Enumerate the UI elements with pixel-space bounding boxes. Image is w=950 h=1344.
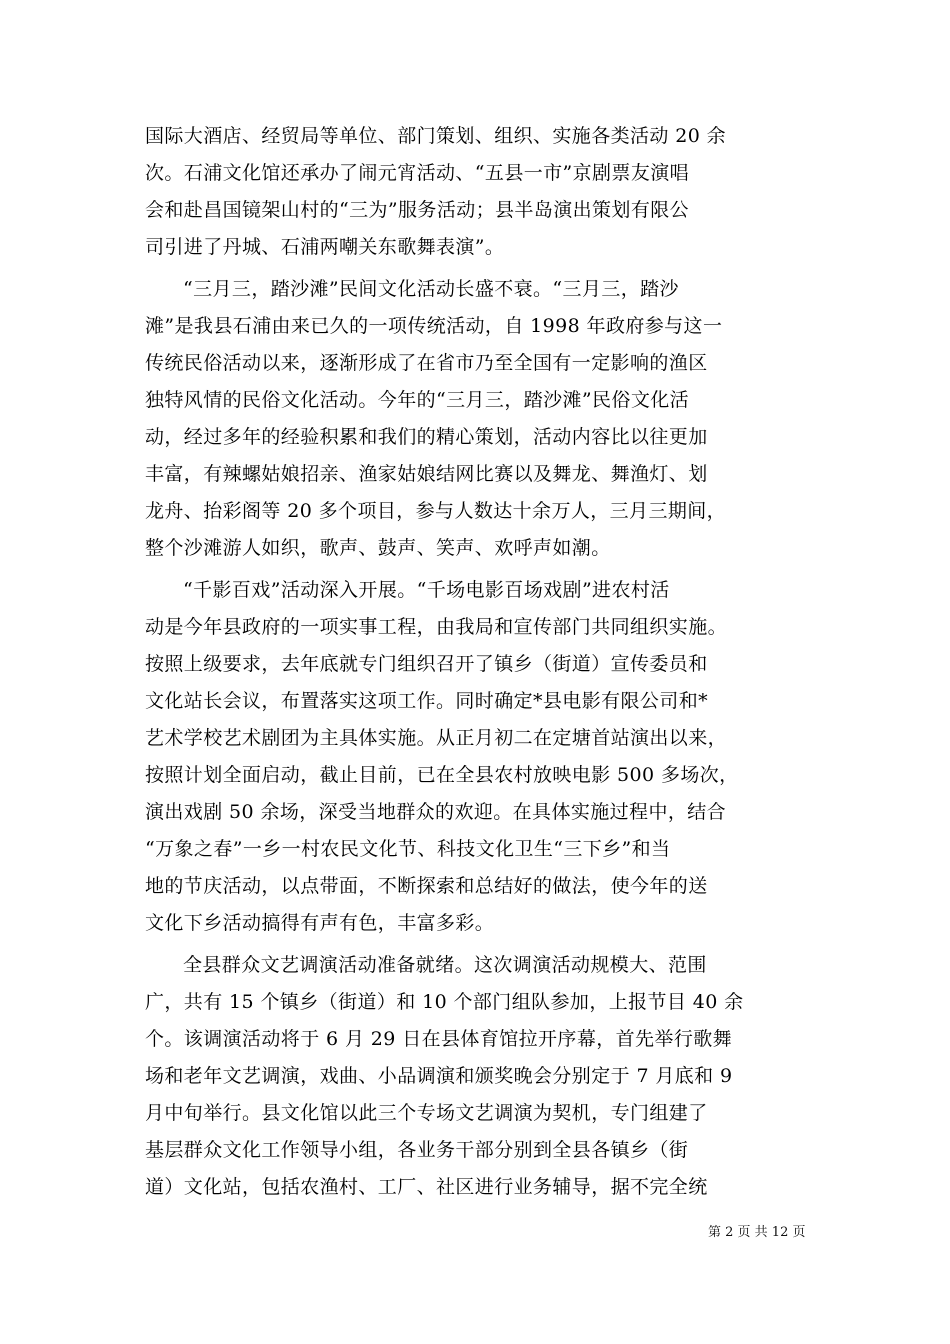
text-line: 龙舟、抬彩阁等 20 多个项目，参与人数达十余万人，三月三期间， [145,500,727,522]
paragraph-start-line: “千影百戏”活动深入开展。“千场电影百场戏剧”进农村活 [183,579,670,601]
document-body [145,118,835,1206]
text-line: “万象之春”一乡一村农民文化节、科技文化卫生“三下乡”和当 [145,838,671,860]
text-line: 月中旬举行。县文化馆以此三个专场文艺调演为契机，专门组建了 [145,1102,708,1124]
text-line: 动，经过多年的经验积累和我们的精心策划，活动内容比以往更加 [145,426,708,448]
text-line: 地的节庆活动，以点带面，不断探索和总结好的做法，使今年的送 [145,875,708,897]
page-number: 第 2 页 共 12 页 [708,1225,806,1240]
text-line: 艺术学校艺术剧团为主具体实施。从正月初二在定塘首站演出以来， [145,727,728,749]
text-line: 国际大酒店、经贸局等单位、部门策划、组织、实施各类活动 20 余 [145,125,727,147]
text-line: 个。该调演活动将于 6 月 29 日在县体育馆拉开序幕，首先举行歌舞 [145,1028,733,1050]
text-line: 按照计划全面启动，截止目前，已在全县农村放映电影 500 多场次， [145,764,739,786]
paragraph-start-line: 全县群众文艺调演活动准备就绪。这次调演活动规模大、范围 [183,954,707,976]
paragraph-start-line: “三月三，踏沙滩”民间文化活动长盛不衰。“三月三，踏沙 [183,278,679,300]
text-line: 文化下乡活动搞得有声有色，丰富多彩。 [145,912,495,934]
text-line: 传统民俗活动以来，逐渐形成了在省市乃至全国有一定影响的渔区 [145,352,708,374]
text-line: 文化站长会议，布置落实这项工作。同时确定*县电影有限公司和* [145,690,709,712]
text-line: 会和赴昌国镜架山村的“三为”服务活动；县半岛演出策划有限公 [145,199,690,221]
text-line: 演出戏剧 50 余场，深受当地群众的欢迎。在具体实施过程中，结合 [145,801,727,823]
text-line: 丰富，有辣螺姑娘招亲、渔家姑娘结网比赛以及舞龙、舞渔灯、划 [145,463,708,485]
text-line: 广，共有 15 个镇乡（街道）和 10 个部门组队参加，上报节目 40 余 [145,991,744,1013]
text-line: 道）文化站，包括农渔村、工厂、社区进行业务辅导，据不完全统 [145,1176,708,1198]
text-line: 动是今年县政府的一项实事工程，由我局和宣传部门共同组织实施。 [145,616,728,638]
text-line: 独特风情的民俗文化活动。今年的“三月三，踏沙滩”民俗文化活 [145,389,690,411]
text-line: 次。石浦文化馆还承办了闹元宵活动、“五县一市”京剧票友演唱 [145,162,690,184]
text-line: 滩”是我县石浦由来已久的一项传统活动，自 1998 年政府参与这一 [145,315,723,337]
text-line: 场和老年文艺调演，戏曲、小品调演和颁奖晚会分别定于 7 月底和 9 [145,1065,733,1087]
text-line: 整个沙滩游人如织，歌声、鼓声、笑声、欢呼声如潮。 [145,537,611,559]
text-line: 司引进了丹城、石浦两嘲关东歌舞表演”。 [145,236,505,258]
text-line: 基层群众文化工作领导小组，各业务干部分别到全县各镇乡（街 [145,1139,689,1161]
text-line: 按照上级要求，去年底就专门组织召开了镇乡（街道）宣传委员和 [145,653,708,675]
